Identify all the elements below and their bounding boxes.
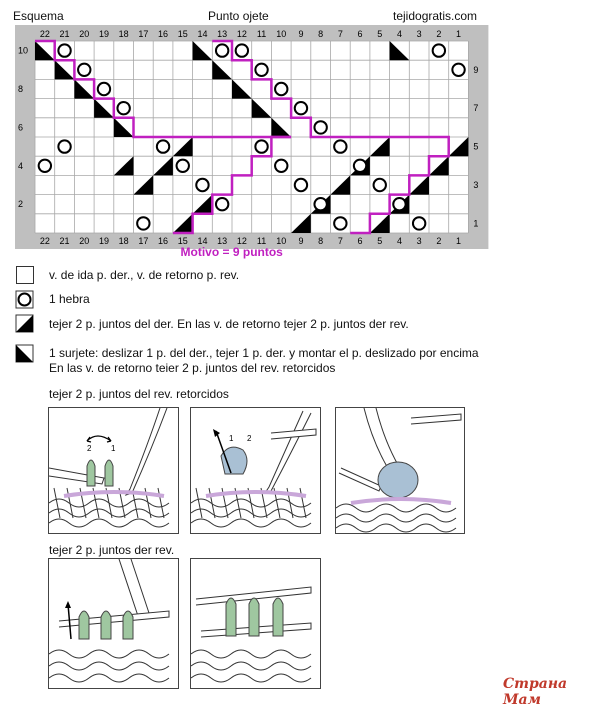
column-label-bottom: 6 [357, 236, 363, 246]
column-label-bottom: 2 [436, 236, 442, 246]
illustration-panel-2 [190, 407, 321, 534]
section-title-ptbl: tejer 2 p. juntos del rev. retorcidos [49, 387, 229, 401]
yarn-over-symbol [334, 217, 346, 229]
legend-text-yarnover: 1 hebra [49, 292, 90, 306]
column-label-bottom: 21 [59, 236, 70, 246]
step-number-1b: 1 [229, 434, 234, 443]
empty-square-icon [16, 266, 34, 284]
yarn-over-symbol [295, 102, 307, 114]
step-number-1: 1 [111, 444, 116, 453]
section-title-p2tog: tejer 2 p. juntos der rev. [49, 543, 175, 557]
column-label-bottom: 17 [138, 236, 149, 246]
column-label-top: 6 [357, 29, 363, 39]
yarn-over-symbol [196, 179, 208, 191]
column-label-top: 15 [177, 29, 188, 39]
column-label-top: 4 [396, 29, 402, 39]
row-label-right: 1 [473, 218, 479, 229]
column-label-top: 2 [436, 29, 442, 39]
row-label-right: 9 [473, 64, 479, 75]
column-label-top: 14 [197, 29, 208, 39]
column-label-top: 11 [256, 29, 267, 39]
yarn-over-symbol [413, 217, 425, 229]
row-label-right: 7 [473, 103, 479, 114]
column-label-bottom: 11 [256, 236, 267, 246]
column-label-bottom: 13 [217, 236, 228, 246]
column-label-top: 18 [118, 29, 129, 39]
column-label-bottom: 19 [98, 236, 109, 246]
knitting-illustration-1 [49, 408, 178, 533]
illustration-panel-4 [48, 558, 179, 689]
chart-caption-right: tejidogratis.com [393, 9, 478, 23]
yarn-over-symbol [334, 140, 346, 152]
column-label-top: 8 [318, 29, 324, 39]
knitting-chart [0, 0, 608, 262]
knitting-illustration-4 [49, 559, 178, 688]
yarn-over-symbol [58, 44, 70, 56]
yarn-over-symbol [374, 179, 386, 191]
column-label-top: 20 [79, 29, 90, 39]
yarn-over-symbol [236, 44, 248, 56]
yarn-over-symbol [255, 64, 267, 76]
column-label-bottom: 22 [39, 236, 50, 246]
yarn-over-symbol [216, 44, 228, 56]
legend-text-ssk-line2: En las v. de retorno teier 2 p. juntos del rev. retorcidos [49, 361, 336, 375]
column-label-bottom: 3 [416, 236, 422, 246]
column-label-bottom: 1 [456, 236, 462, 246]
k2tog-icon [15, 314, 35, 334]
legend-text-k2tog: tejer 2 p. juntos del der. En las v. de retorno tejer 2 p. juntos der rev. [49, 317, 409, 331]
yarn-over-symbol [452, 64, 464, 76]
illustration-panel-1 [48, 407, 179, 534]
row-label-left: 8 [18, 84, 24, 94]
column-label-top: 10 [276, 29, 287, 39]
column-label-bottom: 16 [158, 236, 169, 246]
column-label-bottom: 14 [197, 236, 208, 246]
column-label-bottom: 20 [79, 236, 90, 246]
yarn-over-icon [15, 290, 35, 310]
column-label-bottom: 4 [396, 236, 402, 246]
chart-caption-center: Punto ojete [208, 9, 269, 23]
yarn-over-symbol [78, 64, 90, 76]
column-label-bottom: 15 [177, 236, 188, 246]
column-label-top: 21 [59, 29, 70, 39]
step-number-2b: 2 [247, 434, 252, 443]
yarn-over-symbol [98, 83, 110, 95]
knitting-illustration-5 [191, 559, 320, 688]
row-label-left: 10 [18, 45, 29, 56]
yarn-over-symbol [177, 160, 189, 172]
yarn-over-symbol [157, 140, 169, 152]
column-label-top: 5 [377, 29, 383, 39]
ssk-icon [15, 344, 35, 364]
step-number-2: 2 [87, 444, 92, 453]
motif-label: Motivo = 9 puntos [180, 245, 283, 259]
yarn-over-symbol [137, 217, 149, 229]
chart-caption-left: Esquema [13, 9, 64, 23]
knitting-illustration-3 [336, 408, 464, 533]
column-label-top: 22 [39, 29, 50, 39]
column-label-top: 19 [98, 29, 109, 39]
yarn-over-symbol [117, 102, 129, 114]
row-label-left: 4 [18, 160, 24, 171]
watermark-logo: Страна Мам [503, 676, 568, 708]
yarn-over-symbol [354, 160, 366, 172]
column-label-bottom: 10 [276, 236, 287, 246]
legend-text-ssk: 1 surjete: deslizar 1 p. del der., tejer 1 p. der. y montar el p. deslizado por encima [49, 346, 479, 360]
column-label-bottom: 5 [377, 236, 383, 246]
column-label-top: 3 [416, 29, 422, 39]
column-label-top: 12 [236, 29, 247, 39]
yarn-over-symbol [275, 160, 287, 172]
yarn-over-symbol [393, 198, 405, 210]
yarn-over-symbol [216, 198, 228, 210]
row-label-left: 2 [18, 199, 24, 210]
column-label-bottom: 7 [337, 236, 343, 246]
column-label-bottom: 9 [298, 236, 304, 246]
yarn-over-symbol [314, 198, 326, 210]
illustration-panel-3 [335, 407, 465, 534]
column-label-top: 16 [158, 29, 169, 39]
column-label-top: 7 [337, 29, 343, 39]
yarn-over-symbol [275, 83, 287, 95]
column-label-bottom: 8 [318, 236, 324, 246]
column-label-bottom: 12 [236, 236, 247, 246]
column-label-bottom: 18 [118, 236, 129, 246]
illustration-panel-5 [190, 558, 321, 689]
column-label-top: 13 [217, 29, 228, 39]
row-label-right: 3 [473, 180, 479, 190]
yarn-over-symbol [255, 140, 267, 152]
column-label-top: 17 [138, 29, 149, 39]
yarn-over-symbol [39, 160, 51, 172]
yarn-over-symbol [58, 140, 70, 152]
yarn-over-symbol [433, 44, 445, 56]
knitting-illustration-2 [191, 408, 320, 533]
yarn-over-symbol [295, 179, 307, 191]
row-label-left: 6 [18, 122, 24, 133]
yarn-over-symbol [314, 121, 326, 133]
column-label-top: 1 [456, 29, 462, 39]
row-label-right: 5 [473, 141, 479, 152]
column-label-top: 9 [298, 29, 304, 39]
legend-text-knit: v. de ida p. der., v. de retorno p. rev. [49, 268, 240, 282]
